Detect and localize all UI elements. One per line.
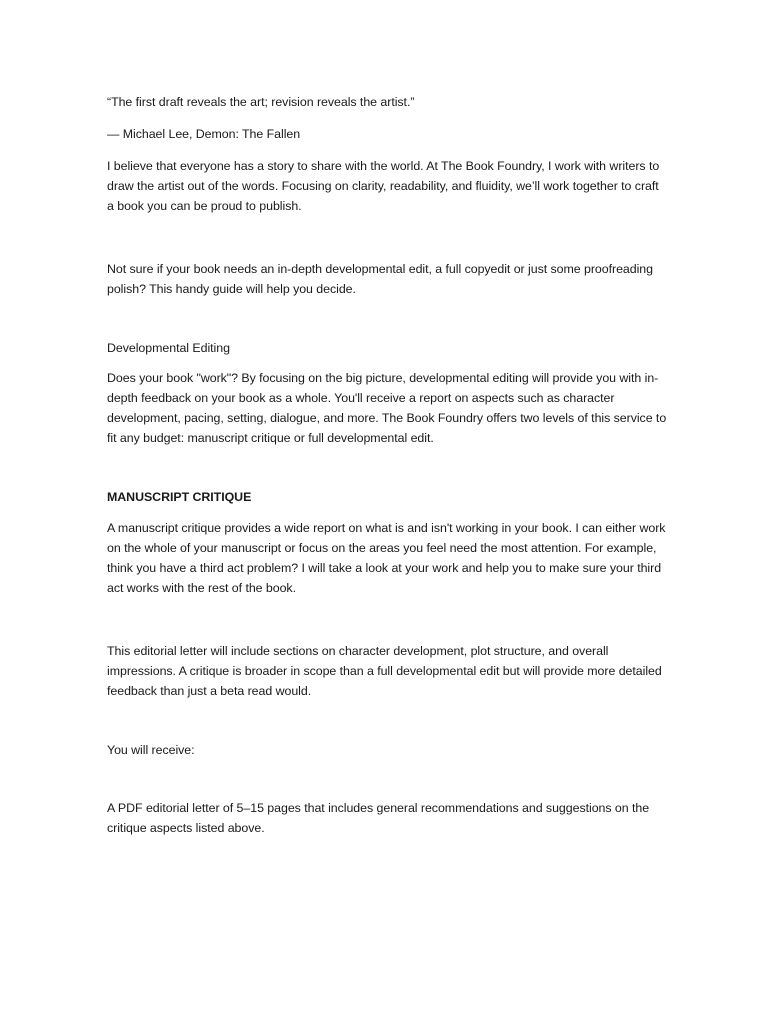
epigraph-attribution: — Michael Lee, Demon: The Fallen bbox=[107, 127, 301, 141]
pdf-deliverable-paragraph: A PDF editorial letter of 5–15 pages that includes general recommendations and suggestions on the critique aspects listed above. bbox=[107, 801, 650, 835]
developmental-paragraph: Does your book "work"? By focusing on the big picture, developmental editing will provide you with in-depth feedback on your book as a whole. You'll receive a report on aspects such as character development, pacing, setting, dialogue, and more. The Book Foundry offers two levels of this service to fit any budget: manuscript critique or full developmental edit. bbox=[107, 371, 667, 445]
document-body bbox=[107, 92, 667, 838]
editorial-letter-paragraph: This editorial letter will include sections on character development, plot structure, and overall impressions. A critique is broader in scope than a full developmental edit but will provide more detailed feedback than just a beta read would. bbox=[107, 644, 662, 698]
section-heading-developmental: Developmental Editing bbox=[107, 341, 230, 355]
section-heading-critique: MANUSCRIPT CRITIQUE bbox=[107, 490, 252, 504]
guide-paragraph: Not sure if your book needs an in-depth developmental edit, a full copyedit or just some proofreading polish? This handy guide will help you decide. bbox=[107, 262, 653, 296]
intro-paragraph: I believe that everyone has a story to share with the world. At The Book Foundry, I work with writers to draw the artist out of the words. Focusing on clarity, readability, and fluidity, we’ll work together to craft a book you can be proud to publish. bbox=[107, 159, 660, 213]
critique-paragraph: A manuscript critique provides a wide report on what is and isn't working in your book. I can either work on the whole of your manuscript or focus on the areas you feel need the most attention. For example, think you have a third act problem? I will take a look at your work and help you to make sure your third act works with the rest of the book. bbox=[107, 521, 666, 595]
epigraph-quote: “The first draft reveals the art; revision reveals the artist.” bbox=[107, 95, 415, 109]
receive-label: You will receive: bbox=[107, 743, 195, 757]
